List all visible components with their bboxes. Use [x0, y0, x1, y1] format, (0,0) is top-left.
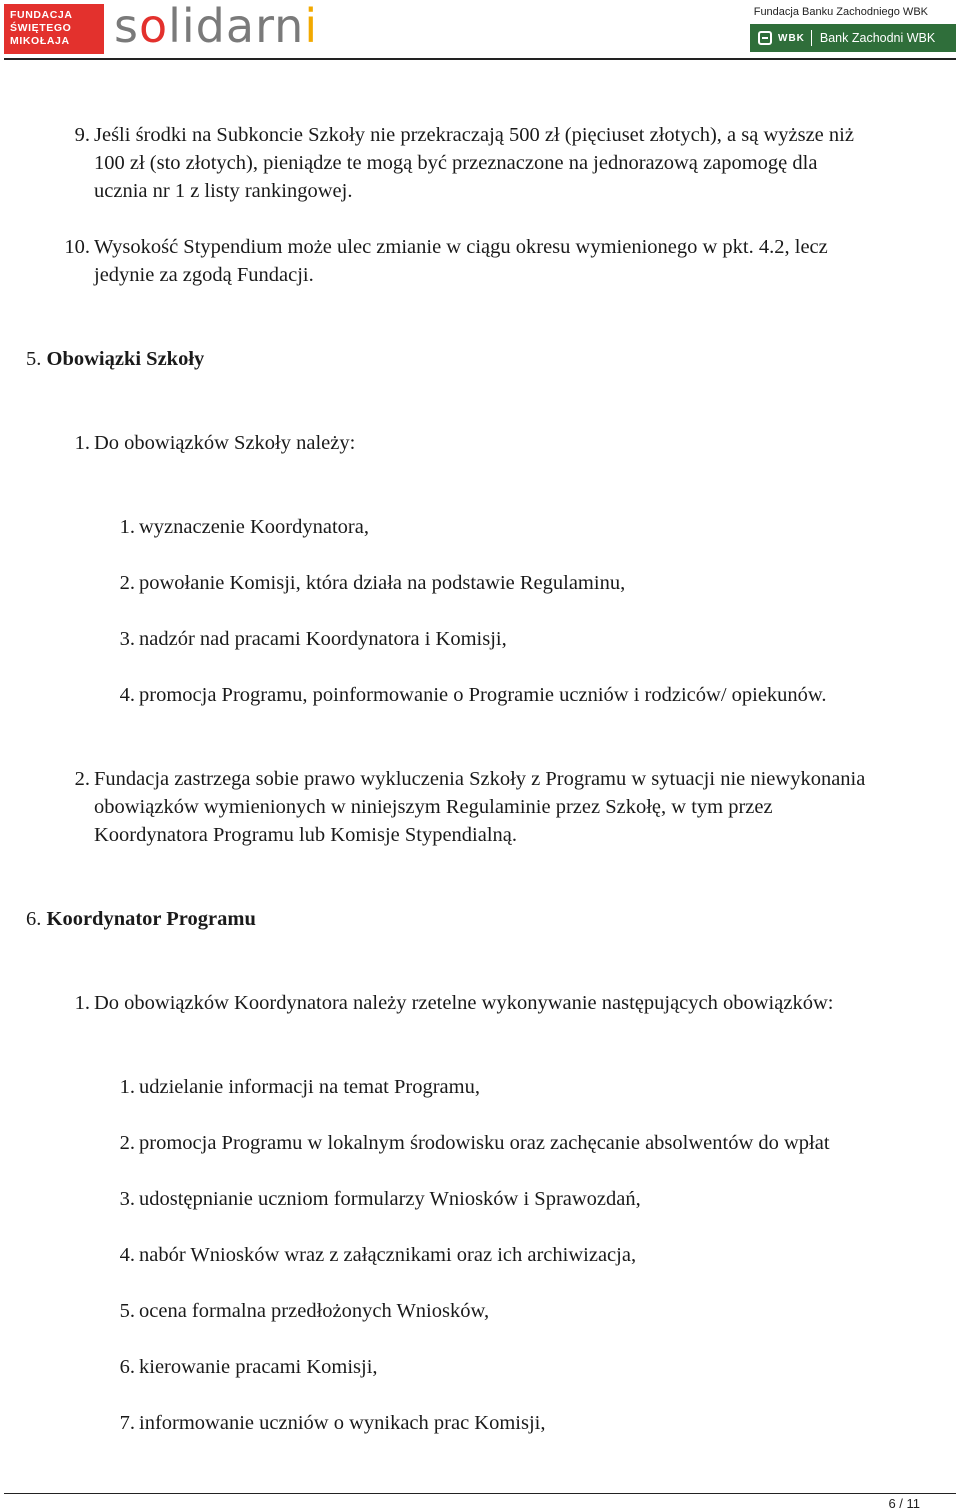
- point-number: 10.: [64, 236, 90, 258]
- list-item-text: ocena formalna przedłożonych Wniosków,: [139, 1300, 490, 1322]
- section-5-point-2: [74, 765, 866, 849]
- list-item-number: 4.: [119, 1244, 135, 1266]
- fsm-logo-line: ŚWIĘTEGO: [10, 22, 72, 34]
- list-item-text: nabór Wniosków wraz z załącznikami oraz ich archiwizacja,: [139, 1244, 637, 1266]
- section-number: 6.: [26, 908, 42, 930]
- solidarni-logo: solidarni: [114, 0, 319, 53]
- list-item-number: 1.: [119, 1076, 135, 1098]
- section-number: 5.: [26, 348, 42, 370]
- list-item: [119, 1353, 378, 1381]
- list-item-number: 3.: [119, 628, 135, 650]
- bzwbk-foundation-label: Fundacja Banku Zachodniego WBK: [753, 6, 928, 18]
- fsm-logo-line: MIKOŁAJA: [10, 35, 70, 47]
- list-item: [119, 569, 626, 597]
- section-6-point-1: [74, 989, 834, 1017]
- page-number: 6 / 11: [888, 1496, 920, 1511]
- list-item: [119, 513, 369, 541]
- list-item-text: wyznaczenie Koordynatora,: [139, 516, 369, 538]
- list-item: [119, 1297, 490, 1325]
- header-divider: [4, 58, 956, 60]
- list-item: [119, 1073, 480, 1101]
- point-9: [74, 121, 854, 205]
- list-item-text: powołanie Komisji, która działa na podstawie Regulaminu,: [139, 572, 626, 594]
- list-item-number: 5.: [119, 1300, 135, 1322]
- list-item-number: 3.: [119, 1188, 135, 1210]
- section-5-heading: [26, 345, 204, 373]
- paragraph-line: Fundacja zastrzega sobie prawo wykluczenia Szkoły z Programu w sytuacji nie niewykonania: [94, 768, 866, 790]
- list-item: [119, 681, 827, 709]
- list-item-number: 4.: [119, 684, 135, 706]
- point-number: 1.: [74, 992, 90, 1014]
- list-item-text: informowanie uczniów o wynikach prac Komisji,: [139, 1412, 546, 1434]
- list-item-number: 1.: [119, 516, 135, 538]
- paragraph-line: obowiązków wymienionych w niniejszym Regulaminie przez Szkołę, w tym przez: [94, 796, 773, 818]
- section-5-point-1: [74, 429, 356, 457]
- list-item-number: 6.: [119, 1356, 135, 1378]
- list-item: [119, 625, 507, 653]
- section-6-heading: [26, 905, 256, 933]
- paragraph-line: Jeśli środki na Subkoncie Szkoły nie przekraczają 500 zł (pięciuset złotych), a są wyższe niż: [94, 124, 854, 146]
- paragraph-line: ucznia nr 1 z listy rankingowej.: [94, 180, 353, 202]
- page-header: [0, 0, 960, 60]
- list-item: [119, 1241, 637, 1269]
- point-number: 1.: [74, 432, 90, 454]
- list-item-text: udzielanie informacji na temat Programu,: [139, 1076, 480, 1098]
- bzwbk-mark-icon: [758, 31, 772, 45]
- bzwbk-separator: [811, 30, 812, 46]
- list-item-text: promocja Programu w lokalnym środowisku oraz zachęcanie absolwentów do wpłat: [139, 1132, 830, 1154]
- bank-zachodni-wbk-logo: [750, 24, 956, 52]
- list-item-text: udostępnianie uczniom formularzy Wniosków i Sprawozdań,: [139, 1188, 641, 1210]
- list-item-text: promocja Programu, poinformowanie o Programie uczniów i rodziców/ opiekunów.: [139, 684, 827, 706]
- paragraph-line: Wysokość Stypendium może ulec zmianie w ciągu okresu wymienionego w pkt. 4.2, lecz: [94, 236, 828, 258]
- list-item-number: 7.: [119, 1412, 135, 1434]
- point-10: [64, 233, 828, 289]
- point-number: 9.: [74, 124, 90, 146]
- section-title: Koordynator Programu: [46, 908, 256, 930]
- list-item: [119, 1409, 546, 1437]
- list-item-number: 2.: [119, 1132, 135, 1154]
- bzwbk-bank-name: Bank Zachodni WBK: [819, 31, 936, 45]
- paragraph-line: Koordynatora Programu lub Komisje Stypendialną.: [94, 824, 518, 846]
- paragraph-line: jedynie za zgodą Fundacji.: [94, 264, 314, 286]
- footer-divider: [4, 1493, 956, 1494]
- bzwbk-wbk-text: WBK: [778, 32, 805, 44]
- section-title: Obowiązki Szkoły: [46, 348, 205, 370]
- fundacja-swietego-mikolaja-logo: [4, 4, 104, 54]
- list-item-text: kierowanie pracami Komisji,: [139, 1356, 378, 1378]
- fsm-logo-line: FUNDACJA: [10, 9, 73, 21]
- paragraph-line: 100 zł (sto złotych), pieniądze te mogą być przeznaczone na jednorazową zapomogę dla: [94, 152, 818, 174]
- paragraph-line: Do obowiązków Szkoły należy:: [94, 432, 356, 454]
- point-number: 2.: [74, 768, 90, 790]
- list-item-text: nadzór nad pracami Koordynatora i Komisji,: [139, 628, 507, 650]
- list-item: [119, 1129, 830, 1157]
- list-item: [119, 1185, 641, 1213]
- list-item-number: 2.: [119, 572, 135, 594]
- paragraph-line: Do obowiązków Koordynatora należy rzetelne wykonywanie następujących obowiązków:: [94, 992, 834, 1014]
